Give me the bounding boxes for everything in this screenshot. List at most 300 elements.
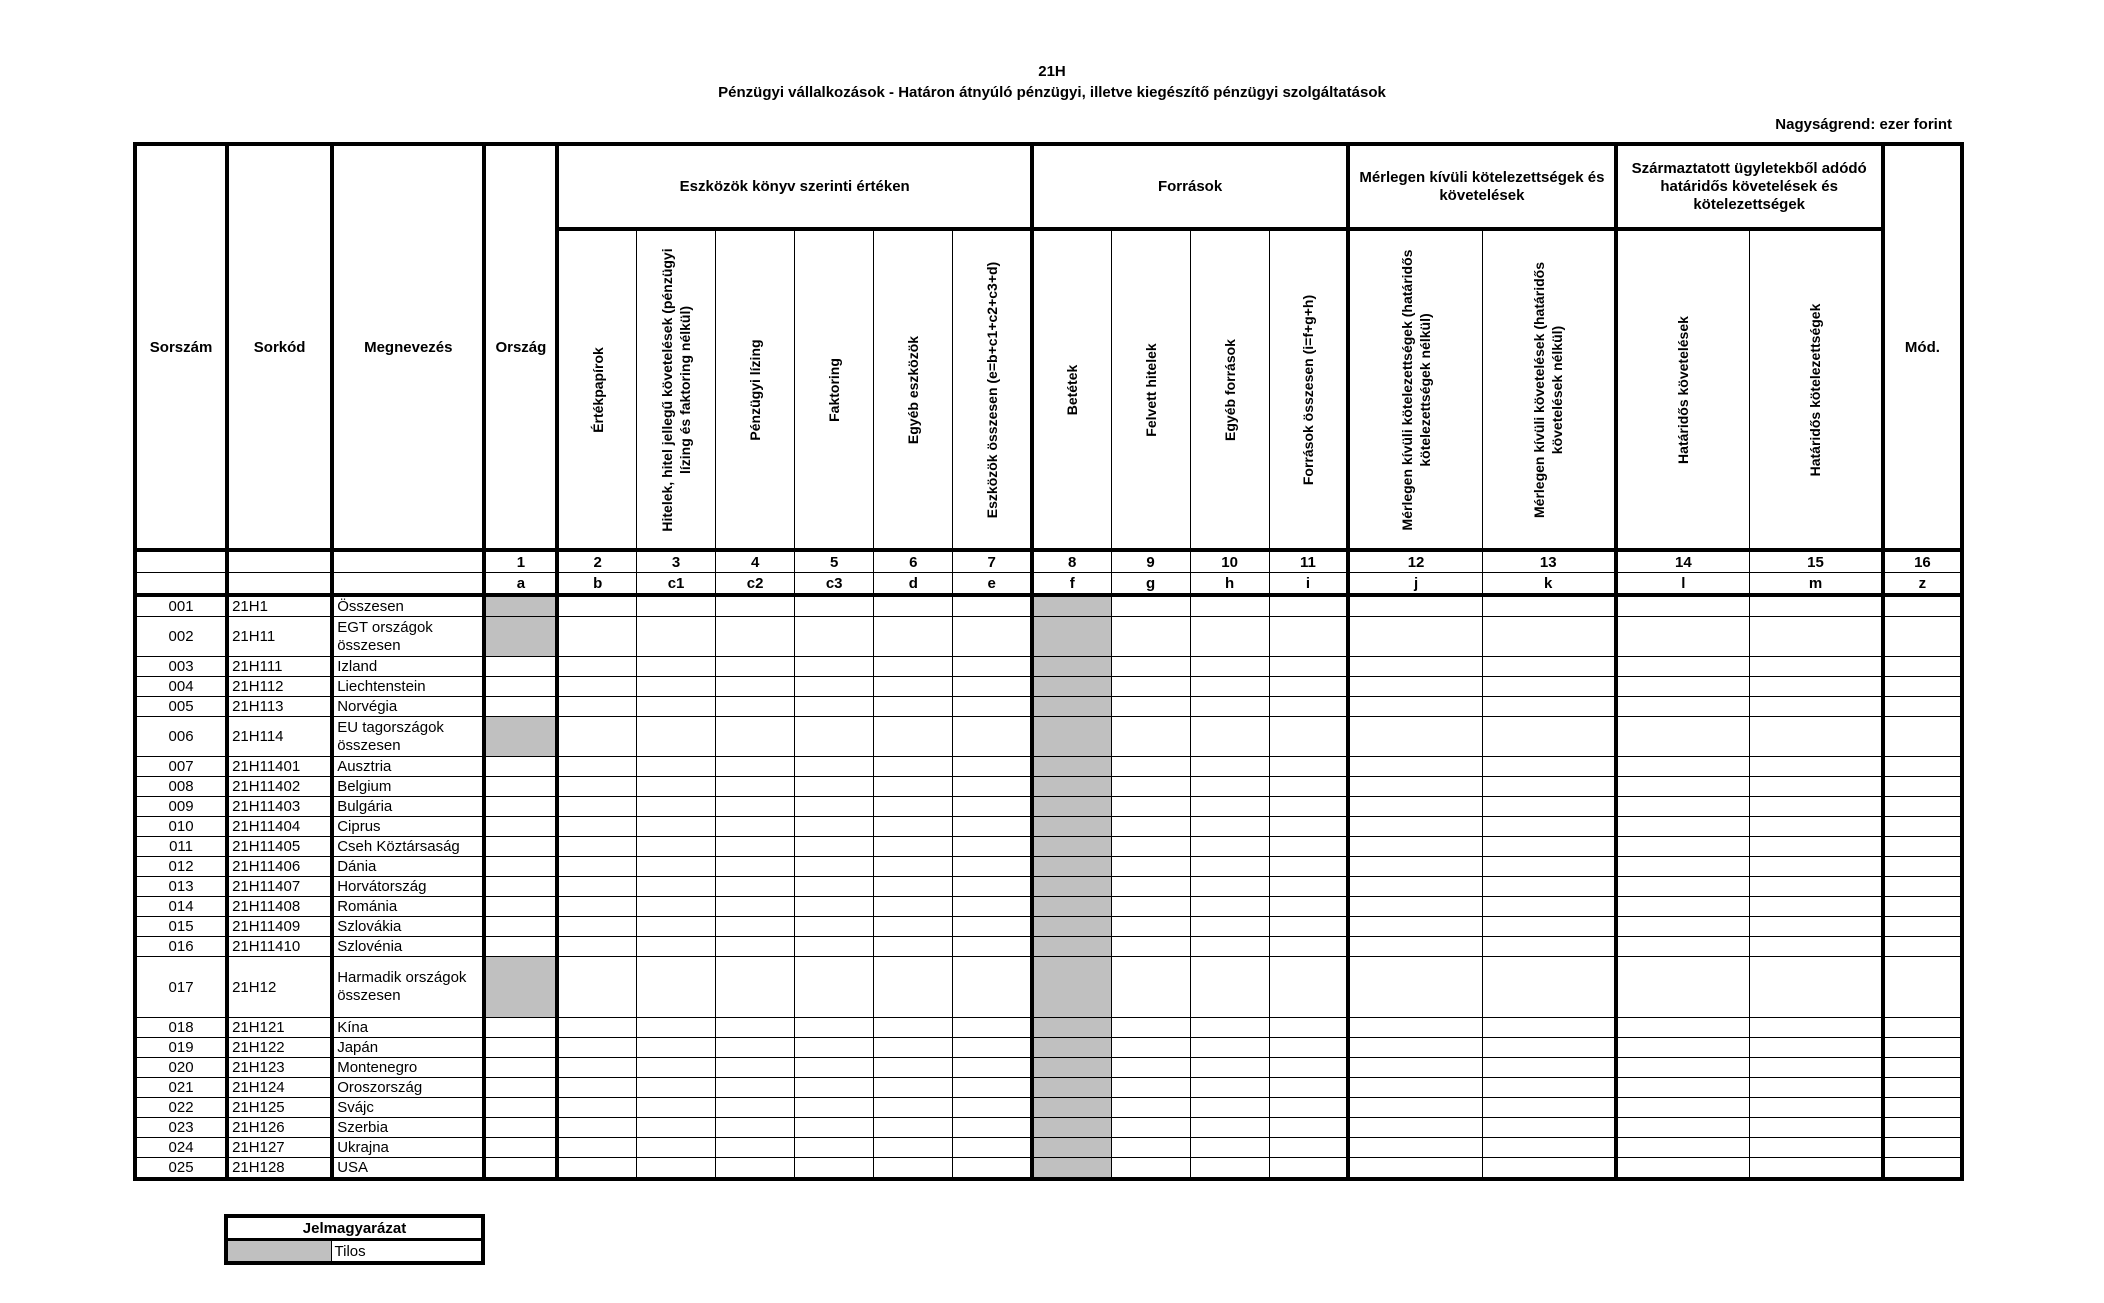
row-data-cell[interactable]: [1482, 617, 1615, 657]
row-data-cell[interactable]: [953, 1058, 1032, 1078]
row-data-cell[interactable]: [874, 1018, 953, 1038]
row-data-cell[interactable]: [1190, 937, 1269, 957]
row-data-cell[interactable]: [1190, 1078, 1269, 1098]
row-data-cell[interactable]: [874, 857, 953, 877]
row-data-cell[interactable]: [1750, 917, 1883, 937]
row-data-cell[interactable]: [874, 897, 953, 917]
row-data-cell[interactable]: [557, 817, 636, 837]
row-data-cell[interactable]: [557, 1018, 636, 1038]
row-data-cell[interactable]: [716, 877, 795, 897]
row-data-cell[interactable]: [1111, 877, 1190, 897]
row-data-cell[interactable]: [1348, 1098, 1482, 1118]
row-data-cell[interactable]: [1269, 757, 1348, 777]
row-data-cell[interactable]: [1111, 777, 1190, 797]
row-data-cell[interactable]: [557, 657, 636, 677]
row-data-cell[interactable]: [1750, 717, 1883, 757]
row-data-cell[interactable]: [716, 917, 795, 937]
row-data-cell[interactable]: [1348, 1118, 1482, 1138]
row-data-cell[interactable]: [1190, 1118, 1269, 1138]
row-data-cell[interactable]: [1269, 1058, 1348, 1078]
row-data-cell[interactable]: [1482, 657, 1615, 677]
row-orszag-cell[interactable]: [484, 1138, 557, 1158]
row-data-cell[interactable]: [1883, 757, 1962, 777]
row-data-cell[interactable]: [795, 1018, 874, 1038]
row-data-cell[interactable]: [637, 957, 716, 1018]
row-data-cell[interactable]: [1190, 857, 1269, 877]
row-data-cell[interactable]: [1883, 877, 1962, 897]
row-data-cell[interactable]: [1616, 1078, 1750, 1098]
row-data-cell[interactable]: [1750, 697, 1883, 717]
row-data-cell[interactable]: [1348, 777, 1482, 797]
row-data-cell[interactable]: [1750, 757, 1883, 777]
row-data-cell[interactable]: [1883, 857, 1962, 877]
row-data-cell[interactable]: [1190, 917, 1269, 937]
row-data-cell[interactable]: [1190, 617, 1269, 657]
row-data-cell[interactable]: [1111, 1038, 1190, 1058]
row-data-cell[interactable]: [795, 1038, 874, 1058]
row-data-cell[interactable]: [795, 877, 874, 897]
row-data-cell[interactable]: [953, 677, 1032, 697]
row-data-cell[interactable]: [1750, 677, 1883, 697]
row-data-cell[interactable]: [557, 697, 636, 717]
row-data-cell[interactable]: [874, 1038, 953, 1058]
row-data-cell[interactable]: [716, 1158, 795, 1180]
row-data-cell[interactable]: [1616, 595, 1750, 617]
row-data-cell[interactable]: [637, 1078, 716, 1098]
row-data-cell[interactable]: [1482, 717, 1615, 757]
row-data-cell[interactable]: [1190, 595, 1269, 617]
row-data-cell[interactable]: [1750, 1138, 1883, 1158]
row-data-cell[interactable]: [1750, 1038, 1883, 1058]
row-data-cell[interactable]: [1348, 1078, 1482, 1098]
row-data-cell[interactable]: [1269, 657, 1348, 677]
row-data-cell[interactable]: [1269, 1138, 1348, 1158]
row-data-cell[interactable]: [953, 957, 1032, 1018]
row-data-cell[interactable]: [1883, 797, 1962, 817]
row-data-cell[interactable]: [1616, 1038, 1750, 1058]
row-data-cell[interactable]: [1750, 1078, 1883, 1098]
row-data-cell[interactable]: [1883, 777, 1962, 797]
row-data-cell[interactable]: [874, 1138, 953, 1158]
row-data-cell[interactable]: [953, 617, 1032, 657]
row-data-cell[interactable]: [716, 897, 795, 917]
row-data-cell[interactable]: [795, 717, 874, 757]
row-data-cell[interactable]: [1750, 1018, 1883, 1038]
row-data-cell[interactable]: [1750, 937, 1883, 957]
row-data-cell[interactable]: [1482, 1038, 1615, 1058]
row-data-cell[interactable]: [1348, 717, 1482, 757]
row-data-cell[interactable]: [953, 1158, 1032, 1180]
row-data-cell[interactable]: [1482, 1138, 1615, 1158]
row-data-cell[interactable]: [1190, 1018, 1269, 1038]
row-data-cell[interactable]: [874, 1078, 953, 1098]
row-data-cell[interactable]: [1111, 817, 1190, 837]
row-data-cell[interactable]: [1482, 1158, 1615, 1180]
row-data-cell[interactable]: [557, 1158, 636, 1180]
row-data-cell[interactable]: [953, 777, 1032, 797]
row-data-cell[interactable]: [1269, 797, 1348, 817]
row-data-cell[interactable]: [1111, 1018, 1190, 1038]
row-data-cell[interactable]: [1750, 1118, 1883, 1138]
row-data-cell[interactable]: [1883, 1078, 1962, 1098]
row-data-cell[interactable]: [637, 897, 716, 917]
row-data-cell[interactable]: [1269, 937, 1348, 957]
row-data-cell[interactable]: [716, 595, 795, 617]
row-data-cell[interactable]: [716, 957, 795, 1018]
row-orszag-cell[interactable]: [484, 1158, 557, 1180]
row-data-cell[interactable]: [1616, 757, 1750, 777]
row-data-cell[interactable]: [1190, 1038, 1269, 1058]
row-data-cell[interactable]: [874, 1118, 953, 1138]
row-data-cell[interactable]: [1111, 657, 1190, 677]
row-data-cell[interactable]: [1883, 617, 1962, 657]
row-data-cell[interactable]: [716, 777, 795, 797]
row-data-cell[interactable]: [1616, 897, 1750, 917]
row-data-cell[interactable]: [1111, 595, 1190, 617]
row-orszag-cell[interactable]: [484, 897, 557, 917]
row-data-cell[interactable]: [1190, 1158, 1269, 1180]
row-orszag-cell[interactable]: [484, 1118, 557, 1138]
row-orszag-cell[interactable]: [484, 917, 557, 937]
row-data-cell[interactable]: [1883, 1038, 1962, 1058]
row-data-cell[interactable]: [795, 797, 874, 817]
row-data-cell[interactable]: [1190, 717, 1269, 757]
row-data-cell[interactable]: [716, 697, 795, 717]
row-orszag-cell[interactable]: [484, 697, 557, 717]
row-orszag-cell[interactable]: [484, 677, 557, 697]
row-data-cell[interactable]: [1111, 957, 1190, 1018]
row-data-cell[interactable]: [1750, 595, 1883, 617]
row-data-cell[interactable]: [1269, 877, 1348, 897]
row-data-cell[interactable]: [953, 595, 1032, 617]
row-data-cell[interactable]: [874, 1158, 953, 1180]
row-data-cell[interactable]: [557, 837, 636, 857]
row-data-cell[interactable]: [1111, 617, 1190, 657]
row-orszag-cell[interactable]: [484, 797, 557, 817]
row-data-cell[interactable]: [557, 877, 636, 897]
row-data-cell[interactable]: [1190, 877, 1269, 897]
row-orszag-cell[interactable]: [484, 1078, 557, 1098]
row-data-cell[interactable]: [716, 837, 795, 857]
row-data-cell[interactable]: [1482, 837, 1615, 857]
row-data-cell[interactable]: [557, 917, 636, 937]
row-data-cell[interactable]: [637, 1098, 716, 1118]
row-data-cell[interactable]: [1111, 757, 1190, 777]
row-data-cell[interactable]: [874, 1058, 953, 1078]
row-data-cell[interactable]: [637, 877, 716, 897]
row-data-cell[interactable]: [716, 1078, 795, 1098]
row-data-cell[interactable]: [637, 1038, 716, 1058]
row-data-cell[interactable]: [1111, 897, 1190, 917]
row-data-cell[interactable]: [1111, 1058, 1190, 1078]
row-data-cell[interactable]: [874, 777, 953, 797]
row-data-cell[interactable]: [1883, 837, 1962, 857]
row-data-cell[interactable]: [716, 617, 795, 657]
row-data-cell[interactable]: [874, 757, 953, 777]
row-data-cell[interactable]: [1348, 1138, 1482, 1158]
row-data-cell[interactable]: [1348, 837, 1482, 857]
row-data-cell[interactable]: [1616, 877, 1750, 897]
row-data-cell[interactable]: [1348, 797, 1482, 817]
row-data-cell[interactable]: [1616, 777, 1750, 797]
row-data-cell[interactable]: [953, 937, 1032, 957]
row-data-cell[interactable]: [1348, 1058, 1482, 1078]
row-data-cell[interactable]: [1269, 595, 1348, 617]
row-orszag-cell[interactable]: [484, 1058, 557, 1078]
row-orszag-cell[interactable]: [484, 657, 557, 677]
row-data-cell[interactable]: [716, 1118, 795, 1138]
row-data-cell[interactable]: [953, 797, 1032, 817]
row-data-cell[interactable]: [1190, 677, 1269, 697]
row-data-cell[interactable]: [1883, 1098, 1962, 1118]
row-data-cell[interactable]: [1269, 717, 1348, 757]
row-data-cell[interactable]: [1348, 617, 1482, 657]
row-data-cell[interactable]: [795, 817, 874, 837]
row-data-cell[interactable]: [1111, 717, 1190, 757]
row-data-cell[interactable]: [1482, 917, 1615, 937]
row-data-cell[interactable]: [1616, 1118, 1750, 1138]
row-data-cell[interactable]: [1883, 1058, 1962, 1078]
row-data-cell[interactable]: [637, 1018, 716, 1038]
row-data-cell[interactable]: [1883, 897, 1962, 917]
row-data-cell[interactable]: [1190, 817, 1269, 837]
row-data-cell[interactable]: [795, 617, 874, 657]
row-data-cell[interactable]: [1348, 757, 1482, 777]
row-data-cell[interactable]: [953, 757, 1032, 777]
row-data-cell[interactable]: [1616, 657, 1750, 677]
row-data-cell[interactable]: [953, 657, 1032, 677]
row-data-cell[interactable]: [1883, 657, 1962, 677]
row-data-cell[interactable]: [953, 857, 1032, 877]
row-data-cell[interactable]: [1111, 1078, 1190, 1098]
row-data-cell[interactable]: [1269, 1098, 1348, 1118]
row-orszag-cell[interactable]: [484, 837, 557, 857]
row-data-cell[interactable]: [1482, 1078, 1615, 1098]
row-data-cell[interactable]: [874, 595, 953, 617]
row-data-cell[interactable]: [795, 595, 874, 617]
row-data-cell[interactable]: [716, 1138, 795, 1158]
row-data-cell[interactable]: [1111, 917, 1190, 937]
row-data-cell[interactable]: [1190, 697, 1269, 717]
row-data-cell[interactable]: [1616, 837, 1750, 857]
row-data-cell[interactable]: [1348, 595, 1482, 617]
row-data-cell[interactable]: [1269, 857, 1348, 877]
row-data-cell[interactable]: [557, 797, 636, 817]
row-data-cell[interactable]: [557, 1138, 636, 1158]
row-data-cell[interactable]: [716, 857, 795, 877]
row-data-cell[interactable]: [1883, 1118, 1962, 1138]
row-data-cell[interactable]: [1190, 757, 1269, 777]
row-data-cell[interactable]: [1482, 1118, 1615, 1138]
row-data-cell[interactable]: [795, 1098, 874, 1118]
row-orszag-cell[interactable]: [484, 1038, 557, 1058]
row-data-cell[interactable]: [637, 657, 716, 677]
row-data-cell[interactable]: [1482, 1018, 1615, 1038]
row-data-cell[interactable]: [1482, 817, 1615, 837]
row-data-cell[interactable]: [557, 777, 636, 797]
row-data-cell[interactable]: [953, 817, 1032, 837]
row-data-cell[interactable]: [557, 937, 636, 957]
row-data-cell[interactable]: [795, 897, 874, 917]
row-data-cell[interactable]: [1616, 797, 1750, 817]
row-data-cell[interactable]: [1883, 1138, 1962, 1158]
row-data-cell[interactable]: [1616, 957, 1750, 1018]
row-data-cell[interactable]: [1750, 657, 1883, 677]
row-data-cell[interactable]: [716, 717, 795, 757]
row-data-cell[interactable]: [953, 1138, 1032, 1158]
row-data-cell[interactable]: [1111, 797, 1190, 817]
row-data-cell[interactable]: [953, 1078, 1032, 1098]
row-data-cell[interactable]: [795, 777, 874, 797]
row-data-cell[interactable]: [1269, 917, 1348, 937]
row-data-cell[interactable]: [1348, 957, 1482, 1018]
row-data-cell[interactable]: [1190, 957, 1269, 1018]
row-data-cell[interactable]: [1190, 657, 1269, 677]
row-data-cell[interactable]: [1269, 617, 1348, 657]
row-data-cell[interactable]: [1269, 817, 1348, 837]
row-data-cell[interactable]: [874, 697, 953, 717]
row-data-cell[interactable]: [874, 717, 953, 757]
row-data-cell[interactable]: [637, 1138, 716, 1158]
row-data-cell[interactable]: [1111, 1138, 1190, 1158]
row-data-cell[interactable]: [637, 697, 716, 717]
row-data-cell[interactable]: [1269, 957, 1348, 1018]
row-data-cell[interactable]: [1482, 897, 1615, 917]
row-data-cell[interactable]: [637, 917, 716, 937]
row-data-cell[interactable]: [1269, 897, 1348, 917]
row-data-cell[interactable]: [1269, 697, 1348, 717]
row-data-cell[interactable]: [1348, 1018, 1482, 1038]
row-data-cell[interactable]: [1111, 837, 1190, 857]
row-data-cell[interactable]: [1111, 937, 1190, 957]
row-data-cell[interactable]: [637, 757, 716, 777]
row-data-cell[interactable]: [1269, 677, 1348, 697]
row-data-cell[interactable]: [557, 1118, 636, 1138]
row-data-cell[interactable]: [795, 837, 874, 857]
row-data-cell[interactable]: [716, 1038, 795, 1058]
row-data-cell[interactable]: [1750, 1158, 1883, 1180]
row-data-cell[interactable]: [1616, 697, 1750, 717]
row-data-cell[interactable]: [716, 1018, 795, 1038]
row-data-cell[interactable]: [795, 1078, 874, 1098]
row-data-cell[interactable]: [1348, 877, 1482, 897]
row-data-cell[interactable]: [1111, 697, 1190, 717]
row-data-cell[interactable]: [1883, 917, 1962, 937]
row-data-cell[interactable]: [795, 1138, 874, 1158]
row-data-cell[interactable]: [1482, 777, 1615, 797]
row-data-cell[interactable]: [637, 837, 716, 857]
row-data-cell[interactable]: [1750, 817, 1883, 837]
row-data-cell[interactable]: [557, 757, 636, 777]
row-data-cell[interactable]: [1269, 1118, 1348, 1138]
row-data-cell[interactable]: [1883, 1018, 1962, 1038]
row-data-cell[interactable]: [1883, 595, 1962, 617]
row-data-cell[interactable]: [1482, 797, 1615, 817]
row-data-cell[interactable]: [637, 1118, 716, 1138]
row-data-cell[interactable]: [1348, 657, 1482, 677]
row-data-cell[interactable]: [1190, 837, 1269, 857]
row-data-cell[interactable]: [637, 617, 716, 657]
row-data-cell[interactable]: [1750, 837, 1883, 857]
row-data-cell[interactable]: [1269, 1018, 1348, 1038]
row-data-cell[interactable]: [557, 717, 636, 757]
row-data-cell[interactable]: [1269, 837, 1348, 857]
row-data-cell[interactable]: [557, 677, 636, 697]
row-data-cell[interactable]: [716, 817, 795, 837]
row-data-cell[interactable]: [874, 917, 953, 937]
row-data-cell[interactable]: [1482, 677, 1615, 697]
row-data-cell[interactable]: [1616, 1018, 1750, 1038]
row-data-cell[interactable]: [1348, 1158, 1482, 1180]
row-orszag-cell[interactable]: [484, 1098, 557, 1118]
row-data-cell[interactable]: [557, 897, 636, 917]
row-data-cell[interactable]: [1269, 777, 1348, 797]
row-data-cell[interactable]: [874, 877, 953, 897]
row-orszag-cell[interactable]: [484, 937, 557, 957]
row-data-cell[interactable]: [795, 937, 874, 957]
row-orszag-cell[interactable]: [484, 1018, 557, 1038]
row-data-cell[interactable]: [1482, 757, 1615, 777]
row-data-cell[interactable]: [1616, 617, 1750, 657]
row-data-cell[interactable]: [1348, 1038, 1482, 1058]
row-data-cell[interactable]: [637, 1158, 716, 1180]
row-data-cell[interactable]: [874, 817, 953, 837]
row-data-cell[interactable]: [1750, 1098, 1883, 1118]
row-data-cell[interactable]: [637, 677, 716, 697]
row-data-cell[interactable]: [1348, 677, 1482, 697]
row-data-cell[interactable]: [1883, 717, 1962, 757]
row-data-cell[interactable]: [1883, 697, 1962, 717]
row-orszag-cell[interactable]: [484, 857, 557, 877]
row-data-cell[interactable]: [795, 917, 874, 937]
row-data-cell[interactable]: [637, 777, 716, 797]
row-data-cell[interactable]: [1883, 817, 1962, 837]
row-data-cell[interactable]: [1883, 937, 1962, 957]
row-data-cell[interactable]: [874, 677, 953, 697]
row-orszag-cell[interactable]: [484, 777, 557, 797]
row-data-cell[interactable]: [1269, 1078, 1348, 1098]
row-data-cell[interactable]: [557, 1078, 636, 1098]
row-data-cell[interactable]: [953, 1038, 1032, 1058]
row-data-cell[interactable]: [1348, 897, 1482, 917]
row-data-cell[interactable]: [1750, 897, 1883, 917]
row-data-cell[interactable]: [716, 937, 795, 957]
row-data-cell[interactable]: [1111, 1158, 1190, 1180]
row-data-cell[interactable]: [874, 937, 953, 957]
row-data-cell[interactable]: [953, 1118, 1032, 1138]
row-data-cell[interactable]: [953, 897, 1032, 917]
row-data-cell[interactable]: [557, 617, 636, 657]
row-data-cell[interactable]: [1616, 817, 1750, 837]
row-data-cell[interactable]: [637, 797, 716, 817]
row-data-cell[interactable]: [953, 837, 1032, 857]
row-data-cell[interactable]: [795, 657, 874, 677]
row-data-cell[interactable]: [1348, 817, 1482, 837]
row-data-cell[interactable]: [637, 717, 716, 757]
row-data-cell[interactable]: [637, 595, 716, 617]
row-data-cell[interactable]: [637, 817, 716, 837]
row-data-cell[interactable]: [874, 957, 953, 1018]
row-data-cell[interactable]: [557, 1098, 636, 1118]
row-data-cell[interactable]: [1616, 1158, 1750, 1180]
row-data-cell[interactable]: [1482, 857, 1615, 877]
row-data-cell[interactable]: [716, 677, 795, 697]
row-data-cell[interactable]: [1482, 877, 1615, 897]
row-data-cell[interactable]: [1111, 1118, 1190, 1138]
row-data-cell[interactable]: [1616, 857, 1750, 877]
row-data-cell[interactable]: [1616, 717, 1750, 757]
row-data-cell[interactable]: [1616, 937, 1750, 957]
